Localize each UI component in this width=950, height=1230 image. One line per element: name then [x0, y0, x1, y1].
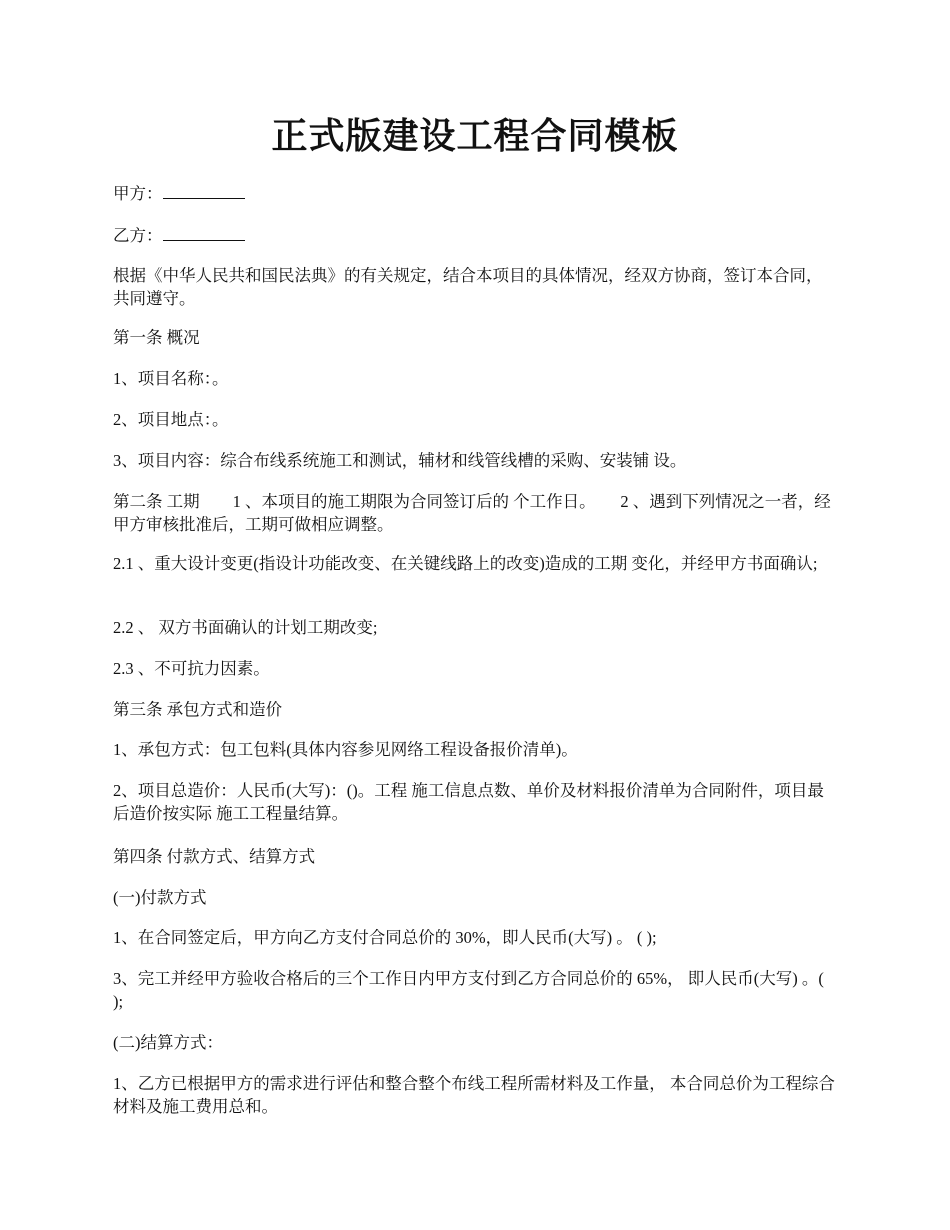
paragraph-project-name: 1、项目名称：。 [113, 369, 229, 388]
paragraph-contract-method: 1、承包方式：包工包料(具体内容参见网络工程设备报价清单)。 [113, 740, 578, 759]
paragraph-total-cost: 2、项目总造价：人民币(大写)：()。工程 施工信息点数、单价及材料报价清单为合同附件，项目最后造价按实际 施工工程量结算。 [113, 781, 824, 823]
paragraph-project-content: 3、项目内容：综合布线系统施工和测试，辅材和线管线槽的采购、安装铺 设。 [113, 451, 687, 470]
party-b-label: 乙方： [113, 226, 163, 245]
paragraph-settlement-heading: (二)结算方式： [113, 1033, 223, 1052]
paragraph-project-location: 2、项目地点：。 [113, 410, 229, 429]
paragraph-article-3-heading: 第三条 承包方式和造价 [113, 700, 283, 719]
paragraph-payment-1: 1、在合同签定后，甲方向乙方支付合同总价的 30%，即人民币(大写) 。 ( ); [113, 928, 657, 947]
paragraph-2-3: 2.3 、不可抗力因素。 [113, 659, 270, 678]
paragraph-payment-heading: (一)付款方式 [113, 888, 207, 907]
party-b-blank [163, 226, 245, 241]
paragraph-2-2: 2.2 、 双方书面确认的计划工期改变; [113, 618, 378, 637]
paragraph-article-2-schedule: 第二条 工期 1 、本项目的施工期限为合同签订后的 个工作日。 2 、遇到下列情况之一者，经甲方审核批准后，工期可做相应调整。 [113, 492, 831, 534]
paragraph-article-4-heading: 第四条 付款方式、结算方式 [113, 847, 316, 866]
party-a-line [113, 182, 837, 205]
party-a-label: 甲方： [113, 184, 163, 203]
paragraph-payment-3: 3、完工并经甲方验收合格后的三个工作日内甲方支付到乙方合同总价的 65%， 即人民币(大写) 。( ); [113, 969, 824, 1011]
paragraph-intro: 根据《中华人民共和国民法典》的有关规定，结合本项目的具体情况，经双方协商，签订本合同，共同遵守。 [113, 266, 823, 308]
document-title: 正式版建设工程合同模板 [271, 116, 679, 156]
paragraph-settlement-1: 1、乙方已根据甲方的需求进行评估和整合整个布线工程所需材料及工作量， 本合同总价为工程综合材料及施工费用总和。 [113, 1074, 835, 1116]
party-a-blank [163, 184, 245, 199]
paragraph-2-1: 2.1 、重大设计变更(指设计功能改变、在关键线路上的改变)造成的工期 变化，并经甲方书面确认; [113, 554, 818, 573]
party-b-line [113, 224, 837, 247]
paragraph-article-1-heading: 第一条 概况 [113, 328, 200, 347]
